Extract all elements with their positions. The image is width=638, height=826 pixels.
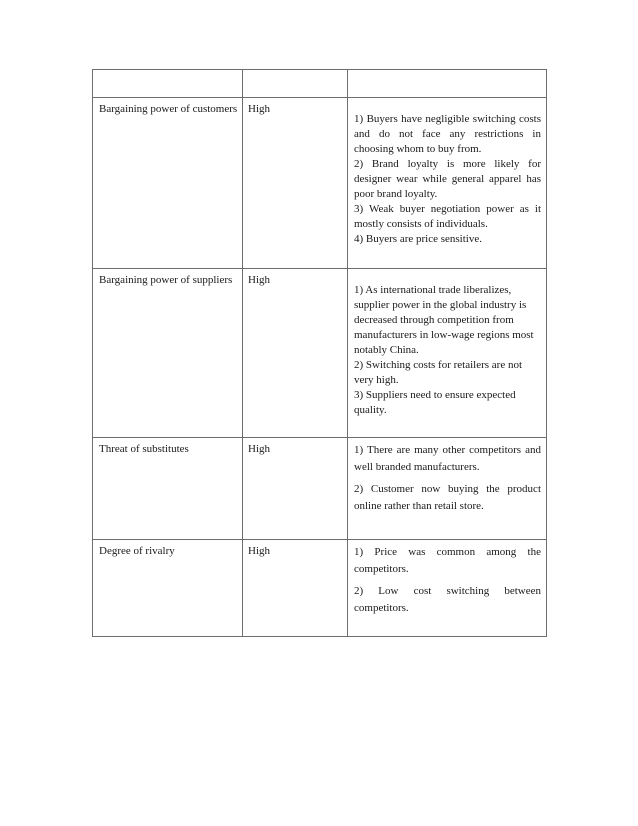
explanation-point: 2) Brand loyalty is more likely for designer wear while general apparel has poor brand loyalty. <box>354 158 541 200</box>
table-row <box>93 269 547 438</box>
header-cell-explanation <box>348 70 547 98</box>
factor-label: Bargaining power of suppliers <box>99 274 233 286</box>
rating-label: High <box>248 545 270 557</box>
rating-cell <box>243 438 348 540</box>
explanation-point: 2) Switching costs for retailers are not very high. <box>354 359 523 386</box>
explanation-point: 3) Suppliers need to ensure expected quality. <box>354 389 516 416</box>
rating-cell <box>243 540 348 637</box>
header-cell-factor <box>93 70 243 98</box>
explanation-point: 1) Price was common among the competitors. <box>354 546 541 575</box>
header-cell-rating <box>243 70 348 98</box>
factor-cell <box>93 98 243 269</box>
factor-cell <box>93 540 243 637</box>
porters-five-forces-table <box>92 69 547 637</box>
factor-cell <box>93 438 243 540</box>
rating-label: High <box>248 274 270 286</box>
explanation-point: 1) Buyers have negligible switching costs and do not face any restrictions in choosing whom to buy from. <box>354 113 541 155</box>
rating-label: High <box>248 103 270 115</box>
rating-cell <box>243 269 348 438</box>
explanation-cell <box>348 438 547 540</box>
factor-cell <box>93 269 243 438</box>
factor-label: Bargaining power of customers <box>99 103 238 115</box>
rating-label: High <box>248 443 270 455</box>
explanation-point: 1) As international trade liberalizes, supplier power in the global industry is decreased through competition from manufacturers in low-wage regions most notably China. <box>354 284 534 356</box>
factor-label: Degree of rivalry <box>99 545 175 557</box>
rating-cell <box>243 98 348 269</box>
explanation-cell <box>348 540 547 637</box>
explanation-cell <box>348 98 547 269</box>
explanation-point: 2) Low cost switching between competitors. <box>354 585 541 614</box>
table-header-row <box>93 70 547 98</box>
explanation-cell <box>348 269 547 438</box>
factor-label: Threat of substitutes <box>99 443 189 455</box>
explanation-point: 3) Weak buyer negotiation power as it mostly consists of individuals. <box>354 203 541 230</box>
explanation-point: 2) Customer now buying the product online rather than retail store. <box>354 483 541 512</box>
explanation-point: 4) Buyers are price sensitive. <box>354 233 482 245</box>
table-row <box>93 540 547 637</box>
table-row <box>93 438 547 540</box>
explanation-point: 1) There are many other competitors and well branded manufacturers. <box>354 444 541 473</box>
table-row <box>93 98 547 269</box>
